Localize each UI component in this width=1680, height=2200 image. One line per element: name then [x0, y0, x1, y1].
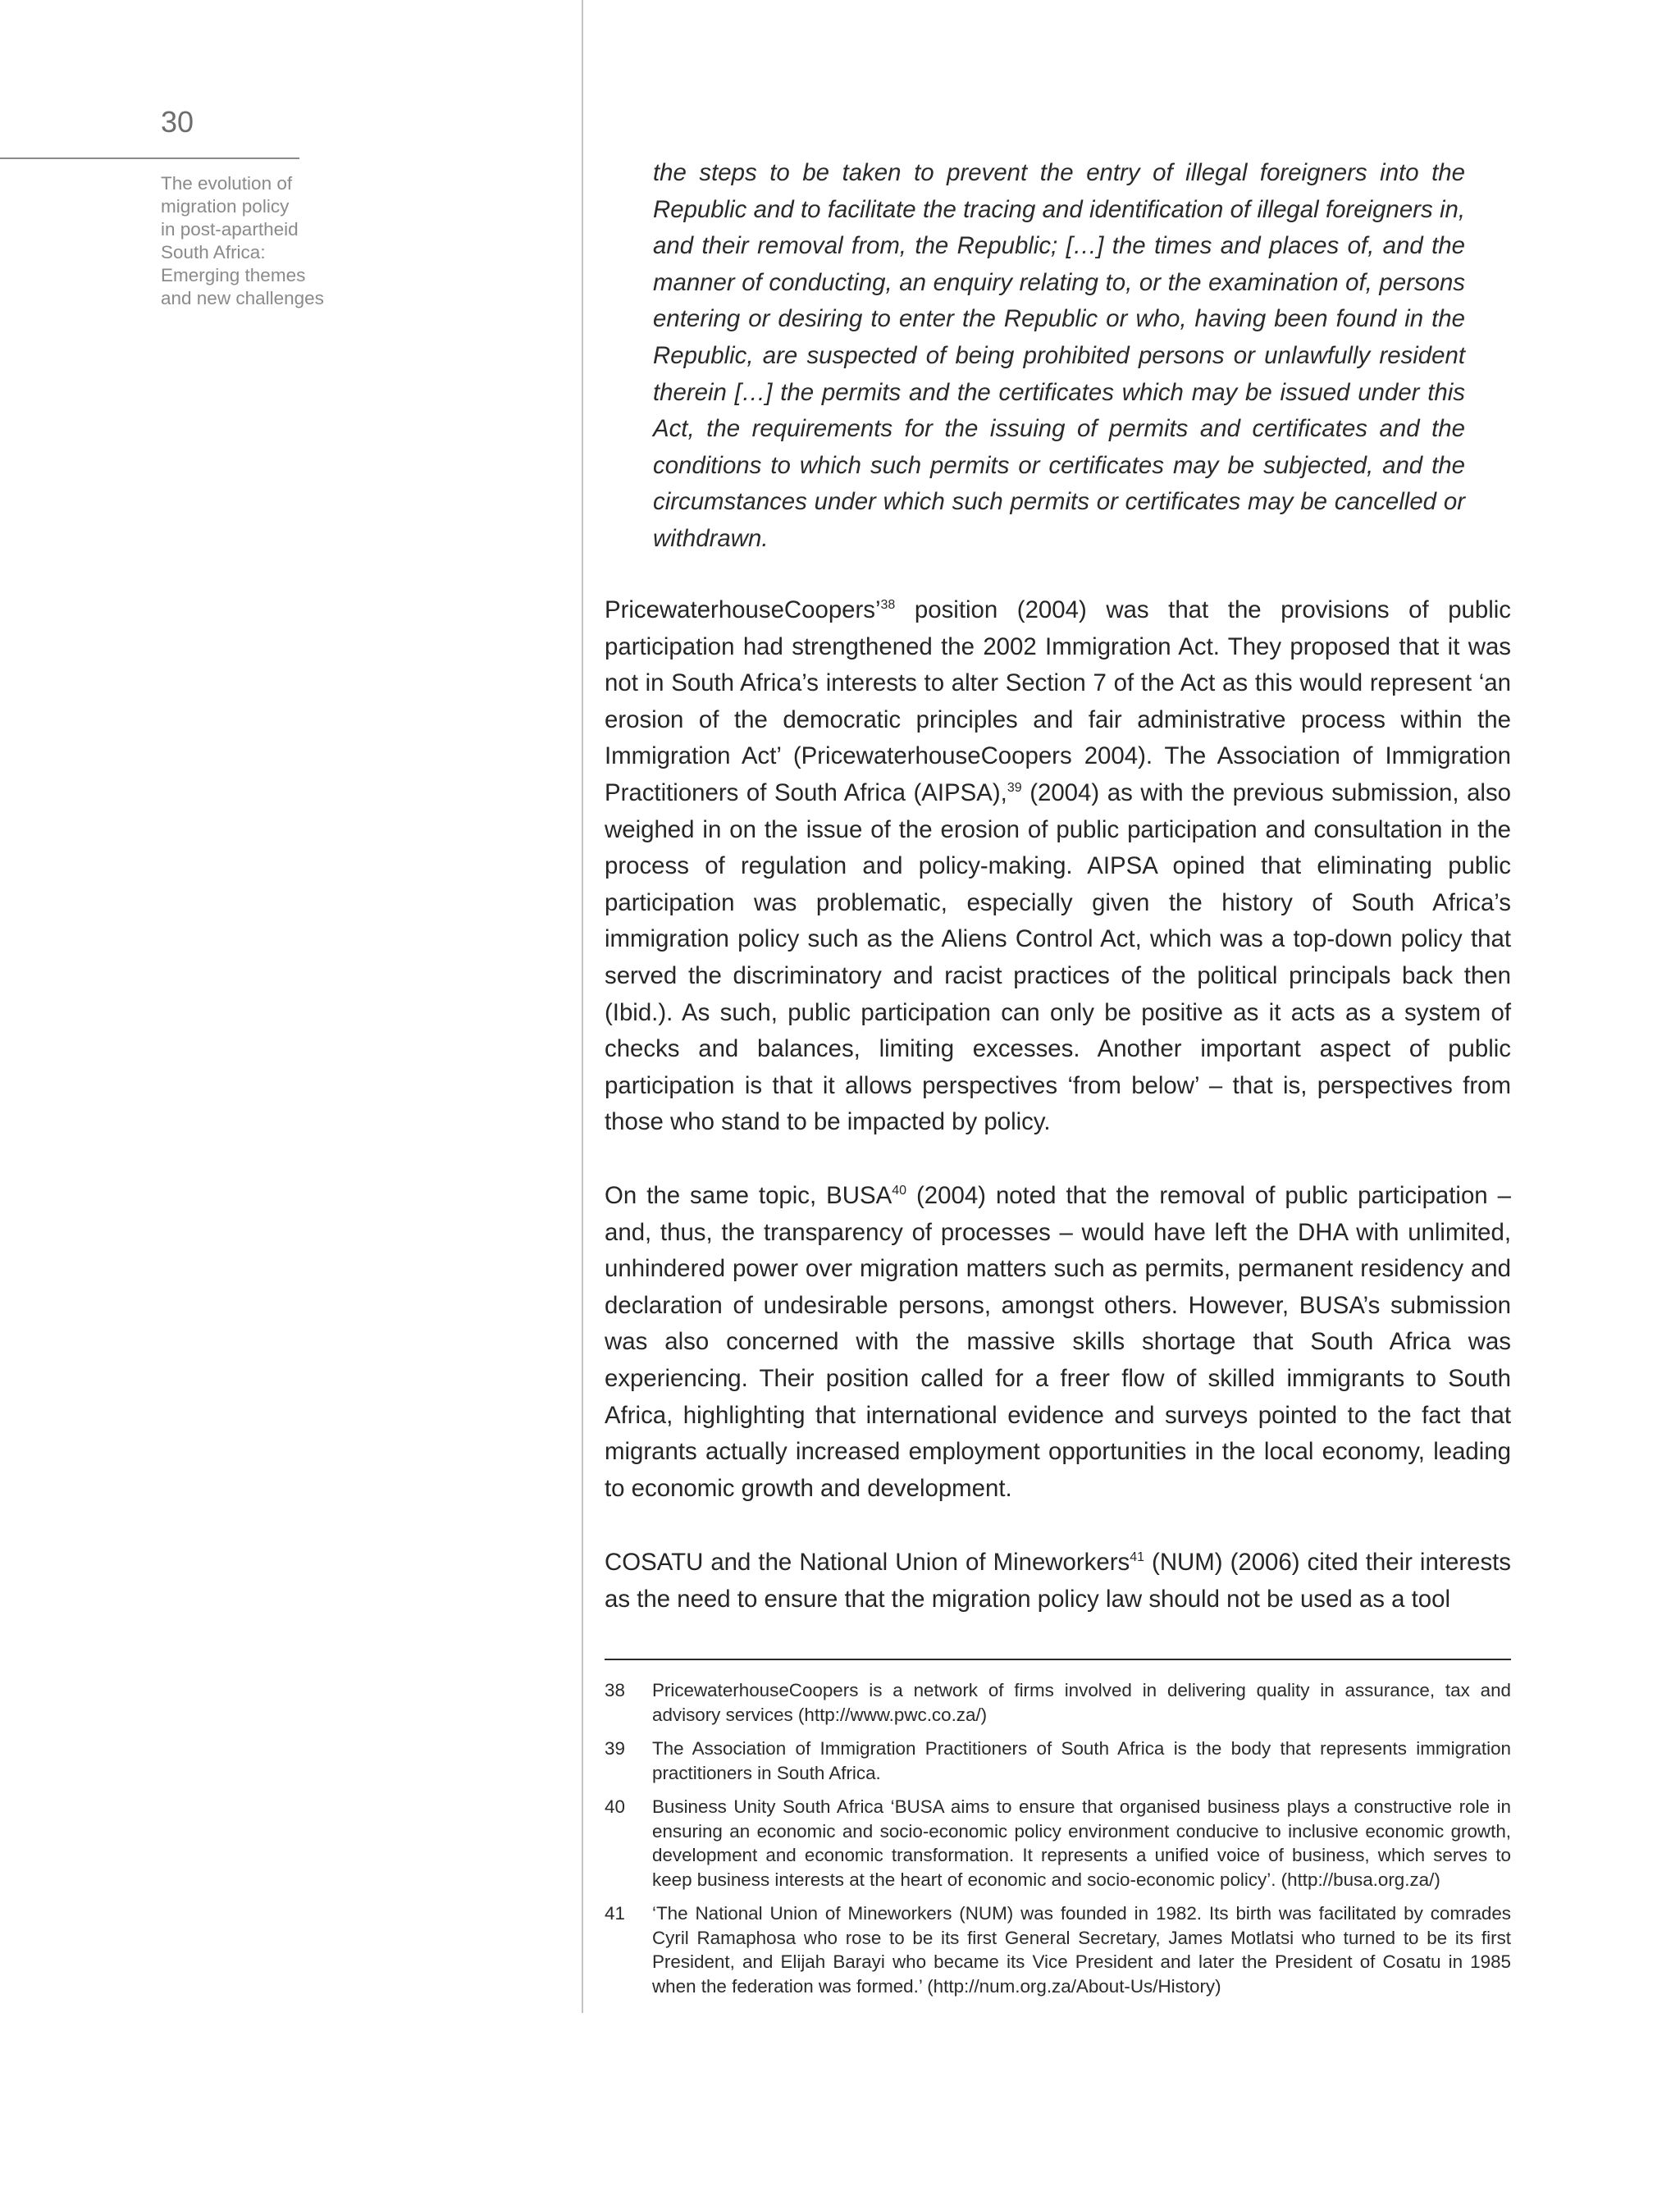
running-title [161, 172, 341, 310]
paragraph-text: (2004) as with the previous submission, also weighed in on the issue of the erosion of public participation and consultation in the process of regulation and policy-making. AIPSA opined that eliminating public participation was problematic, especially given the history of South Africa’s immigration policy such as the Aliens Control Act, which was a top-down policy that served the discriminatory and racist practices of the political principals back then (Ibid.). As such, public participation can only be positive as it acts as a system of checks and balances, limiting excesses. Another important aspect of public participation is that it allows perspectives ‘from below’ – that is, perspectives from those who stand to be impacted by policy. [605, 778, 1511, 1136]
margin-divider [0, 157, 299, 159]
footnote-number: 41 [605, 1903, 625, 1924]
page-number: 30 [161, 105, 194, 139]
paragraph-text: PricewaterhouseCoopers’ [605, 596, 881, 623]
running-title-line: and new challenges [161, 288, 324, 308]
footnote-ref[interactable]: 41 [1130, 1550, 1144, 1565]
body-paragraph [605, 1178, 1511, 1507]
paragraph-text: (NUM) (2006) cited their interests as the need to ensure that the migration policy law should not be used as a tool [605, 1549, 1512, 1613]
paragraph-text: COSATU and the National Union of Mineworkers [605, 1549, 1130, 1576]
footnote-text: The Association of Immigration Practitioners of South Africa is the body that represents immigration practitioners in South Africa. [652, 1738, 1511, 1783]
running-title-line: South Africa: [161, 242, 266, 262]
column-divider [582, 0, 583, 2013]
paragraph-text: position (2004) was that the provisions of public participation had strengthened the 2002 Immigration Act. They proposed that it was not in South Africa’s interests to alter Section 7 of the Act as this would represent ‘an erosion of the democratic principles and fair administrative process within the Immigration Act’ (PricewaterhouseCoopers 2004). The Association of Immigration Practitioners of South Africa (AIPSA), [605, 596, 1511, 806]
paragraph-text: On the same topic, BUSA [605, 1182, 892, 1209]
footnote-ref[interactable]: 40 [892, 1184, 906, 1198]
footnote-divider [605, 1659, 1511, 1660]
footnote [605, 1901, 1511, 1998]
footnote-number: 40 [605, 1796, 625, 1817]
body-paragraph [605, 592, 1511, 1141]
footnote-number: 38 [605, 1680, 625, 1700]
footnote-text: ‘The National Union of Mineworkers (NUM) was founded in 1982. Its birth was facilitated by comrades Cyril Ramaphosa who rose to be its first General Secretary, James Motlatsi who turned to be its first President, and Elijah Barayi who became its Vice President and later the President of Cosatu in 1985 when the federation was formed.’ (http://num.org.za/About-Us/History) [652, 1903, 1511, 1997]
block-quote: the steps to be taken to prevent the entry of illegal foreigners into the Republic and to facilitate the tracing and identification of illegal foreigners in, and their removal from, the Republic; […] the times and places of, and the manner of conducting, an enquiry relating to, or the examination of, persons entering or desiring to enter the Republic or who, having been found in the Republic, are suspected of being prohibited persons or unlawfully resident therein […] the permits and the certificates which may be issued under this Act, the requirements for the issuing of permits and certificates and the conditions to which such permits or certificates may be subjected, and the circumstances under which such permits or certificates may be cancelled or withdrawn. [653, 159, 1465, 552]
footnote-number: 39 [605, 1738, 625, 1759]
running-title-line: Emerging themes [161, 265, 306, 285]
footnote-text: Business Unity South Africa ‘BUSA aims to ensure that organised business plays a constructive role in ensuring an economic and socio-economic policy environment conducive to inclusive economic growth, development and economic transformation. It represents a unified voice of business, which serves to keep business interests at the heart of economic and socio-economic policy’. (http://busa.org.za/) [652, 1796, 1511, 1890]
running-title-line: The evolution of [161, 173, 293, 194]
footnote [605, 1737, 1511, 1785]
running-title-line: in post-apartheid [161, 219, 299, 240]
footnote-ref[interactable]: 39 [1007, 781, 1022, 796]
body-paragraph [605, 1545, 1511, 1618]
footnotes-list [605, 1678, 1511, 2008]
paragraph-text: (2004) noted that the removal of public participation – and, thus, the transparency of processes – would have left the DHA with unlimited, unhindered power over migration matters such as permits, permanent residency and declaration of undesirable persons, amongst others. However, BUSA’s submission was also concerned with the massive skills shortage that South Africa was experiencing. Their position called for a freer flow of skilled immigrants to South Africa, highlighting that international evidence and surveys pointed to the fact that migrants actually increased employment opportunities in the local economy, leading to economic growth and development. [605, 1182, 1511, 1502]
footnote-ref[interactable]: 38 [880, 598, 896, 613]
running-title-line: migration policy [161, 196, 290, 217]
footnote-text: PricewaterhouseCoopers is a network of firms involved in delivering quality in assurance, tax and advisory services (http://www.pwc.co.za/) [652, 1680, 1511, 1725]
footnote [605, 1678, 1511, 1727]
footnote [605, 1795, 1511, 1892]
